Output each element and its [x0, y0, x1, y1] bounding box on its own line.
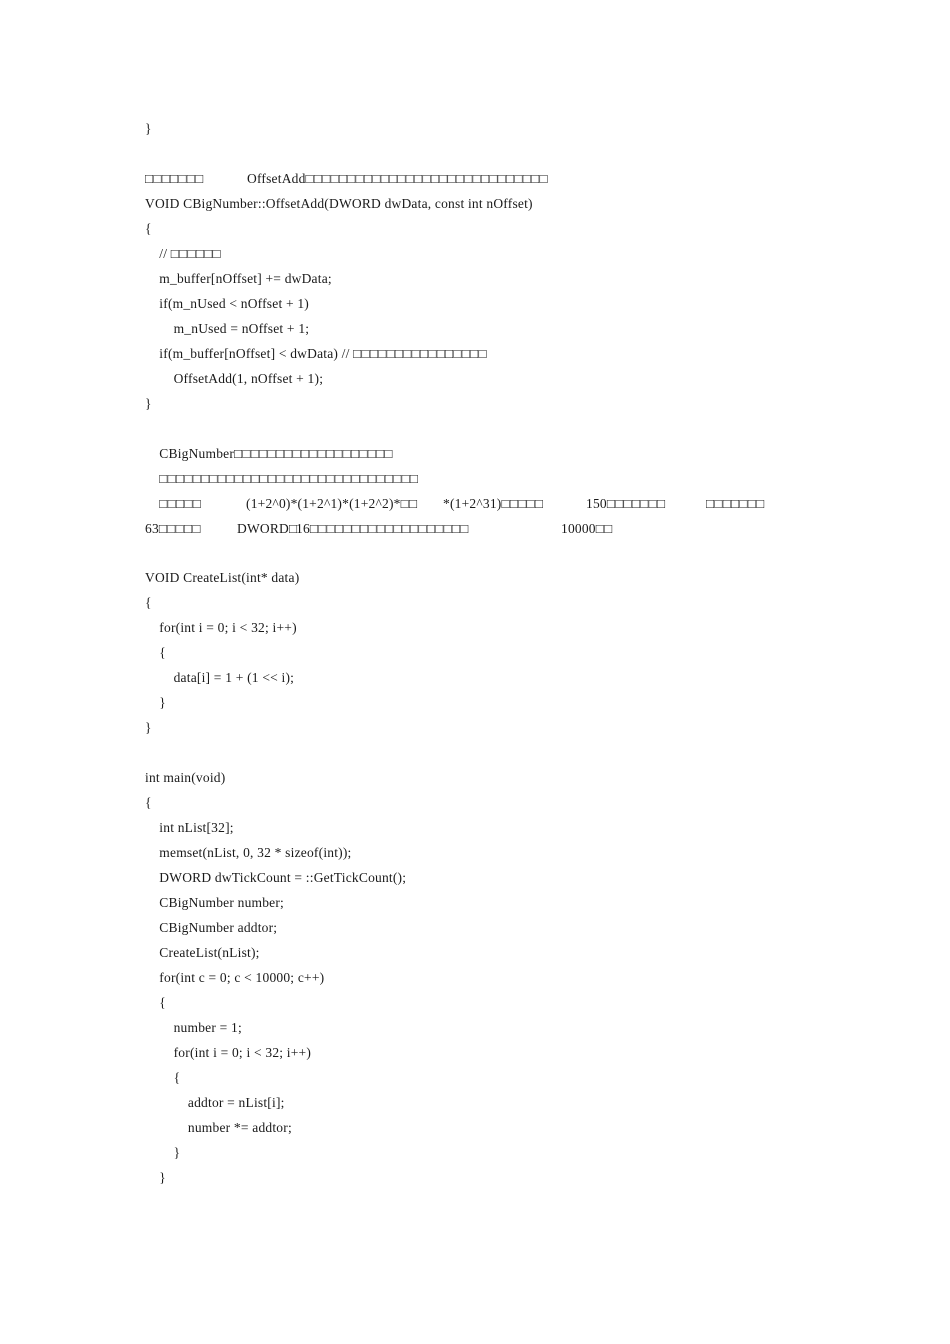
code-line: for(int i = 0; i < 32; i++): [145, 1045, 312, 1060]
code-line: {: [145, 645, 166, 660]
code-line: {: [145, 795, 152, 810]
code-line: number *= addtor;: [145, 1120, 292, 1135]
paragraph-line: [145, 519, 613, 539]
code-line: }: [145, 1145, 181, 1160]
code-line: addtor = nList[i];: [145, 1095, 285, 1110]
code-line: m_buffer[nOffset] += dwData;: [145, 271, 332, 286]
code-line: VOID CBigNumber::OffsetAdd(DWORD dwData, const int nOffset): [145, 196, 533, 211]
paragraph-line: [145, 494, 765, 514]
code-line: if(m_buffer[nOffset] < dwData) // □□□□□□□□□□□□□□□□: [145, 346, 487, 361]
code-line: if(m_nUsed < nOffset + 1): [145, 296, 310, 311]
code-line: {: [145, 595, 152, 610]
code-line: }: [145, 720, 152, 735]
code-line: }: [145, 695, 166, 710]
code-line: CreateList(nList);: [145, 945, 260, 960]
intro-text-b: OffsetAdd□□□□□□□□□□□□□□□□□□□□□□□□□□□□□: [247, 171, 548, 186]
code-line: number = 1;: [145, 1020, 242, 1035]
code-line: for(int c = 0; c < 10000; c++): [145, 970, 325, 985]
paragraph-text: □□□□□□□: [706, 496, 765, 511]
code-line: m_nUsed = nOffset + 1;: [145, 321, 310, 336]
paragraph-line: CBigNumber□□□□□□□□□□□□□□□□□□□: [145, 446, 393, 461]
code-line: DWORD dwTickCount = ::GetTickCount();: [145, 870, 407, 885]
code-line: {: [145, 1070, 181, 1085]
paragraph-line: □□□□□□□□□□□□□□□□□□□□□□□□□□□□□□□: [145, 471, 419, 486]
paragraph-text: *(1+2^31)□□□□□: [443, 496, 544, 511]
paragraph-text: 10000□□: [561, 521, 613, 536]
paragraph-text: 16□□□□□□□□□□□□□□□□□□□: [296, 521, 469, 536]
paragraph-text: (1+2^0)*(1+2^1)*(1+2^2)*□□: [246, 496, 418, 511]
intro-text-a: □□□□□□□: [145, 171, 204, 186]
code-comment-line: // □□□□□□: [145, 246, 221, 261]
code-line: int main(void): [145, 770, 226, 785]
code-line: memset(nList, 0, 32 * sizeof(int));: [145, 845, 352, 860]
paragraph-text: 63□□□□□: [145, 521, 201, 536]
intro-line: [145, 169, 548, 189]
code-line: CBigNumber number;: [145, 895, 285, 910]
code-line: {: [145, 995, 166, 1010]
code-line: CBigNumber addtor;: [145, 920, 278, 935]
code-line: int nList[32];: [145, 820, 234, 835]
paragraph-text: 150□□□□□□□: [586, 496, 666, 511]
code-line: }: [145, 121, 152, 136]
code-line: data[i] = 1 + (1 << i);: [145, 670, 295, 685]
paragraph-text: DWORD□: [237, 521, 298, 536]
code-line: VOID CreateList(int* data): [145, 570, 300, 585]
code-line: OffsetAdd(1, nOffset + 1);: [145, 371, 324, 386]
code-line: }: [145, 1170, 166, 1185]
paragraph-text: □□□□□: [145, 496, 202, 511]
code-line: for(int i = 0; i < 32; i++): [145, 620, 297, 635]
code-line: {: [145, 221, 152, 236]
code-line: }: [145, 396, 152, 411]
